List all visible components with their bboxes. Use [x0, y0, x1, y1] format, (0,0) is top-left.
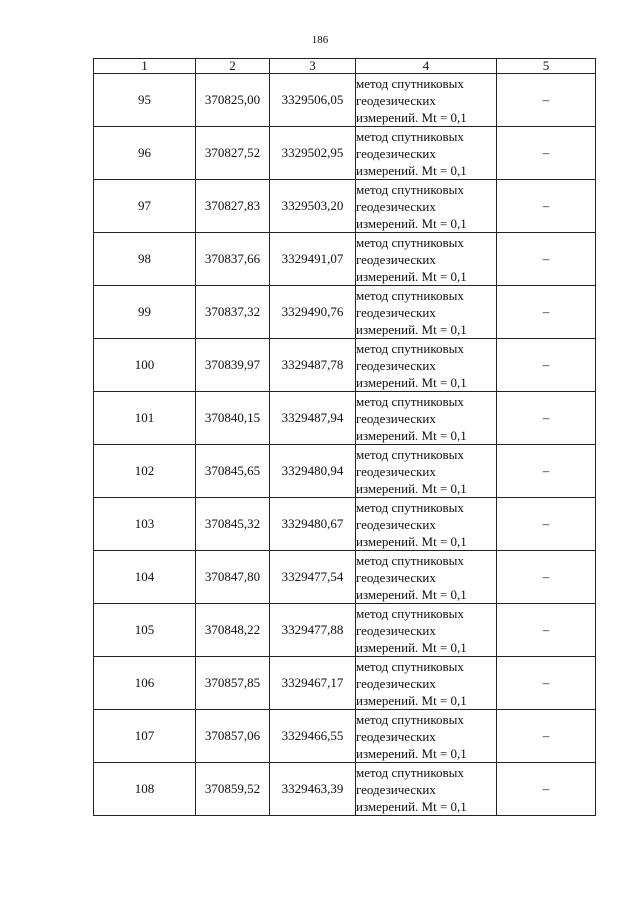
method-line: метод спутниковых — [356, 711, 464, 727]
method-line: геодезических — [356, 675, 436, 691]
method-line: измерений. Mt = 0,1 — [356, 586, 467, 602]
table-row — [94, 180, 596, 233]
y-coordinate-cell: 3329467,17 — [270, 657, 356, 710]
method-line: метод спутниковых — [356, 128, 464, 144]
point-number-cell: 101 — [94, 392, 196, 445]
y-coordinate-cell: 3329466,55 — [270, 710, 356, 763]
method-cell — [356, 127, 497, 180]
method-line: геодезических — [356, 251, 436, 267]
point-number-cell: 107 — [94, 710, 196, 763]
note-cell: – — [497, 180, 596, 233]
note-cell: – — [497, 286, 596, 339]
page-number: 186 — [311, 34, 329, 46]
method-line: измерений. Mt = 0,1 — [356, 480, 467, 496]
method-line: метод спутниковых — [356, 764, 464, 780]
method-line: измерений. Mt = 0,1 — [356, 798, 467, 814]
point-number-cell: 106 — [94, 657, 196, 710]
x-coordinate-cell: 370857,06 — [196, 710, 270, 763]
column-header-5: 5 — [497, 59, 596, 74]
x-coordinate-cell: 370827,52 — [196, 127, 270, 180]
table-row — [94, 127, 596, 180]
note-cell: – — [497, 127, 596, 180]
method-line: метод спутниковых — [356, 287, 464, 303]
point-number-cell: 105 — [94, 604, 196, 657]
note-cell: – — [497, 74, 596, 127]
y-coordinate-cell: 3329487,78 — [270, 339, 356, 392]
table-row — [94, 498, 596, 551]
y-coordinate-cell: 3329480,94 — [270, 445, 356, 498]
table-row — [94, 392, 596, 445]
note-cell: – — [497, 498, 596, 551]
method-line: геодезических — [356, 357, 436, 373]
y-coordinate-cell: 3329502,95 — [270, 127, 356, 180]
y-coordinate-cell: 3329463,39 — [270, 763, 356, 816]
x-coordinate-cell: 370825,00 — [196, 74, 270, 127]
method-line: измерений. Mt = 0,1 — [356, 692, 467, 708]
method-line: измерений. Mt = 0,1 — [356, 745, 467, 761]
x-coordinate-cell: 370848,22 — [196, 604, 270, 657]
method-cell — [356, 710, 497, 763]
table-row — [94, 657, 596, 710]
method-line: геодезических — [356, 622, 436, 638]
method-line: измерений. Mt = 0,1 — [356, 639, 467, 655]
x-coordinate-cell: 370840,15 — [196, 392, 270, 445]
point-number-cell: 103 — [94, 498, 196, 551]
y-coordinate-cell: 3329480,67 — [270, 498, 356, 551]
note-cell: – — [497, 392, 596, 445]
method-line: измерений. Mt = 0,1 — [356, 268, 467, 284]
note-cell: – — [497, 233, 596, 286]
method-cell — [356, 763, 497, 816]
note-cell: – — [497, 445, 596, 498]
point-number-cell: 98 — [94, 233, 196, 286]
method-cell — [356, 339, 497, 392]
method-cell — [356, 445, 497, 498]
table-row — [94, 445, 596, 498]
point-number-cell: 99 — [94, 286, 196, 339]
note-cell: – — [497, 551, 596, 604]
table-row — [94, 74, 596, 127]
method-line: геодезических — [356, 145, 436, 161]
method-cell — [356, 657, 497, 710]
table-row — [94, 604, 596, 657]
coordinates-table — [93, 58, 596, 816]
y-coordinate-cell: 3329487,94 — [270, 392, 356, 445]
note-cell: – — [497, 604, 596, 657]
method-line: геодезических — [356, 728, 436, 744]
point-number-cell: 96 — [94, 127, 196, 180]
method-line: измерений. Mt = 0,1 — [356, 374, 467, 390]
table-row — [94, 763, 596, 816]
point-number-cell: 102 — [94, 445, 196, 498]
y-coordinate-cell: 3329477,88 — [270, 604, 356, 657]
table-row — [94, 710, 596, 763]
table-header — [94, 59, 596, 74]
method-cell — [356, 180, 497, 233]
point-number-cell: 108 — [94, 763, 196, 816]
method-cell — [356, 233, 497, 286]
x-coordinate-cell: 370837,32 — [196, 286, 270, 339]
method-cell — [356, 498, 497, 551]
method-line: геодезических — [356, 304, 436, 320]
x-coordinate-cell: 370839,97 — [196, 339, 270, 392]
table-body — [94, 74, 596, 816]
method-line: геодезических — [356, 781, 436, 797]
y-coordinate-cell: 3329490,76 — [270, 286, 356, 339]
note-cell: – — [497, 339, 596, 392]
x-coordinate-cell: 370847,80 — [196, 551, 270, 604]
y-coordinate-cell: 3329506,05 — [270, 74, 356, 127]
method-line: метод спутниковых — [356, 75, 464, 91]
table-row — [94, 551, 596, 604]
x-coordinate-cell: 370859,52 — [196, 763, 270, 816]
method-line: геодезических — [356, 516, 436, 532]
table-row — [94, 233, 596, 286]
x-coordinate-cell: 370845,65 — [196, 445, 270, 498]
method-cell — [356, 551, 497, 604]
method-line: геодезических — [356, 410, 436, 426]
y-coordinate-cell: 3329477,54 — [270, 551, 356, 604]
method-line: измерений. Mt = 0,1 — [356, 321, 467, 337]
method-line: метод спутниковых — [356, 181, 464, 197]
method-line: геодезических — [356, 463, 436, 479]
method-line: геодезических — [356, 569, 436, 585]
point-number-cell: 100 — [94, 339, 196, 392]
method-line: измерений. Mt = 0,1 — [356, 215, 467, 231]
point-number-cell: 97 — [94, 180, 196, 233]
method-line: геодезических — [356, 92, 436, 108]
column-header-4: 4 — [356, 59, 497, 74]
method-cell — [356, 604, 497, 657]
method-line: метод спутниковых — [356, 552, 464, 568]
method-cell — [356, 74, 497, 127]
table-row — [94, 286, 596, 339]
note-cell: – — [497, 657, 596, 710]
point-number-cell: 104 — [94, 551, 196, 604]
table-row — [94, 339, 596, 392]
column-header-2: 2 — [196, 59, 270, 74]
x-coordinate-cell: 370837,66 — [196, 233, 270, 286]
header-row — [94, 59, 596, 74]
method-cell — [356, 286, 497, 339]
method-line: измерений. Mt = 0,1 — [356, 427, 467, 443]
note-cell: – — [497, 710, 596, 763]
method-line: метод спутниковых — [356, 499, 464, 515]
method-line: измерений. Mt = 0,1 — [356, 162, 467, 178]
method-line: измерений. Mt = 0,1 — [356, 533, 467, 549]
method-line: измерений. Mt = 0,1 — [356, 109, 467, 125]
y-coordinate-cell: 3329491,07 — [270, 233, 356, 286]
method-line: метод спутниковых — [356, 234, 464, 250]
x-coordinate-cell: 370827,83 — [196, 180, 270, 233]
method-line: метод спутниковых — [356, 605, 464, 621]
column-header-1: 1 — [94, 59, 196, 74]
point-number-cell: 95 — [94, 74, 196, 127]
method-line: геодезических — [356, 198, 436, 214]
note-cell: – — [497, 763, 596, 816]
column-header-3: 3 — [270, 59, 356, 74]
method-line: метод спутниковых — [356, 393, 464, 409]
method-cell — [356, 392, 497, 445]
x-coordinate-cell: 370845,32 — [196, 498, 270, 551]
y-coordinate-cell: 3329503,20 — [270, 180, 356, 233]
method-line: метод спутниковых — [356, 658, 464, 674]
method-line: метод спутниковых — [356, 446, 464, 462]
x-coordinate-cell: 370857,85 — [196, 657, 270, 710]
method-line: метод спутниковых — [356, 340, 464, 356]
